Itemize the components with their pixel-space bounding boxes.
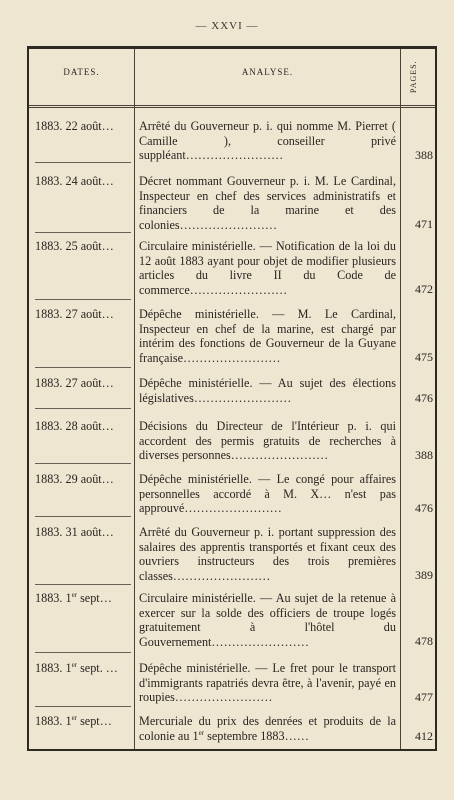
row-date-superscript: er	[71, 713, 78, 722]
row-date: 1883. 25 août…	[35, 239, 114, 253]
row-date: 1883. 28 août…	[35, 419, 114, 433]
row-date: 1883. 29 août…	[35, 472, 114, 486]
row-text-prefix: Mercuriale du prix des denrées et produits de la colonie au 1	[139, 714, 396, 743]
row-date	[35, 661, 131, 676]
row-text: Arrêté du Gouverneur p. i. qui nomme M. Pierret ( Camille ), conseiller privé suppléant……………………	[139, 119, 396, 162]
row-page: 475	[415, 350, 433, 364]
index-table	[27, 46, 437, 751]
row-text: Décret nommant Gouverneur p. i. M. Le Cardinal, Inspecteur en chef des services administratifs et financiers de la marine et des colonies……………………	[139, 174, 396, 232]
header-rule	[29, 107, 435, 108]
row-date-superscript: er	[71, 590, 78, 599]
row-page: 389	[415, 568, 433, 582]
header-dates: DATES.	[63, 67, 100, 77]
row-date-suffix: sept…	[77, 714, 112, 728]
row-separator	[35, 516, 131, 517]
row-text: Circulaire ministérielle. — Au sujet de la retenue à exercer sur la solde des officiers de troupe logés gratuitement à l'hôtel du Gouvernement……………………	[139, 591, 396, 649]
row-page: 477	[415, 690, 433, 704]
row-text: Dépêche ministérielle. — Le congé pour affaires personnelles accordé à M. X… n'est pas approuvé……………………	[139, 472, 396, 515]
row-page: 388	[415, 448, 433, 462]
column-divider	[134, 49, 135, 749]
row-separator	[35, 162, 131, 163]
row-date: 1883. 24 août…	[35, 174, 114, 188]
row-text-superscript: er	[198, 728, 205, 737]
page-number: — XXVI —	[195, 20, 259, 32]
row-separator	[35, 367, 131, 368]
header-analyse: ANALYSE.	[241, 67, 294, 77]
row-text: Circulaire ministérielle. — Notification de la loi du 12 août 1883 ayant pour objet de modifier plusieurs articles du livre II du Code de commerce……………………	[139, 239, 396, 297]
row-date-suffix: sept. …	[77, 661, 118, 675]
row-separator	[35, 652, 131, 653]
row-separator	[35, 463, 131, 464]
row-text: Dépêche ministérielle. — M. Le Cardinal, Inspecteur en chef de la marine, est chargé par intérim des fonctions de Gouverneur de la Guyane française……………………	[139, 307, 396, 365]
row-date-prefix: 1883. 1	[35, 661, 72, 675]
row-page: 471	[415, 217, 433, 231]
row-page: 476	[415, 391, 433, 405]
row-text: Dépêche ministérielle. — Au sujet des élections législatives……………………	[139, 376, 396, 405]
row-date	[35, 714, 131, 729]
row-page: 412	[415, 729, 433, 743]
row-separator	[35, 584, 131, 585]
row-text: Décisions du Directeur de l'Intérieur p. i. qui accordent des permis gratuits de recherches à diverses personnes……………………	[139, 419, 396, 462]
row-date	[35, 591, 131, 606]
row-date: 1883. 31 août…	[35, 525, 114, 539]
row-separator	[35, 408, 131, 409]
row-text: Dépêche ministérielle. — Le fret pour le transport d'immigrants rapatriés devra être, à l'avenir, payé en roupies……………………	[139, 661, 396, 704]
row-date: 1883. 27 août…	[35, 376, 114, 390]
row-date-prefix: 1883. 1	[35, 591, 72, 605]
row-text	[139, 714, 396, 743]
row-separator	[35, 232, 131, 233]
row-date: 1883. 22 août…	[35, 119, 114, 133]
row-page: 476	[415, 501, 433, 515]
row-text-suffix: septembre 1883……	[204, 728, 309, 743]
row-date: 1883. 27 août…	[35, 307, 114, 321]
header-rule	[29, 105, 435, 106]
row-page: 478	[415, 634, 433, 648]
header-pages: PAGES.	[409, 60, 418, 94]
row-separator	[35, 299, 131, 300]
row-page: 388	[415, 148, 433, 162]
row-date-prefix: 1883. 1	[35, 714, 72, 728]
row-date-superscript: er	[71, 660, 78, 669]
row-date-suffix: sept…	[77, 591, 112, 605]
row-text: Arrêté du Gouverneur p. i. portant suppression des salaires des apprentis transportés et fixant ceux des ouvriers instructeurs des trois premières classes……………………	[139, 525, 396, 583]
row-page: 472	[415, 282, 433, 296]
row-separator	[35, 706, 131, 707]
